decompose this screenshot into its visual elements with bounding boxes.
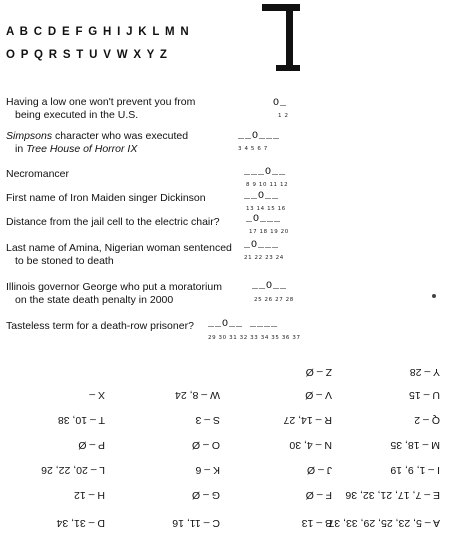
key-entry: K – 6: [195, 464, 220, 476]
clue-text: Simpsons: [6, 130, 53, 142]
clue-text: Illinois governor George who put a moratorium: [6, 281, 222, 293]
answer-blanks: ___O__: [244, 167, 287, 178]
key-entry: B – 13: [301, 517, 332, 529]
key-entry: Y – 28: [409, 366, 440, 378]
gallows-icon: [262, 4, 302, 72]
answer-blanks: __O___: [238, 131, 281, 142]
key-entry: G – Ø: [191, 489, 220, 501]
key-entry: A – 5, 23, 25, 29, 33, 37: [328, 517, 440, 529]
answer-numbers: 8 9 10 11 12: [246, 182, 289, 188]
answer-blanks: O_: [273, 98, 288, 109]
stray-mark: [432, 294, 436, 298]
clue-8: [6, 320, 194, 333]
key-entry: I – 1, 9, 19: [390, 464, 440, 476]
answer-numbers: 21 22 23 24: [244, 255, 284, 261]
key-entry: H – 12: [74, 489, 105, 501]
clue-text: character who was executed: [52, 130, 189, 142]
answer-blanks: __O__: [252, 281, 288, 292]
key-entry: N – 4, 30: [289, 439, 332, 451]
key-entry: P – Ø: [78, 439, 105, 451]
clue-3: [6, 168, 69, 181]
answer-numbers: 25 26 27 28: [254, 297, 294, 303]
clue-1: [6, 96, 195, 121]
key-row: [0, 364, 450, 378]
key-entry: J – Ø: [306, 464, 332, 476]
clue-text: Tree House of Horror IX: [26, 142, 138, 155]
alphabet-line-2: O P Q R S T U V W X Y Z: [6, 49, 169, 61]
clue-7: [6, 281, 222, 306]
answer-key-upside-down: [0, 363, 450, 535]
clue-2: [6, 130, 188, 155]
key-row: [0, 462, 450, 476]
key-entry: Z – Ø: [305, 366, 332, 378]
key-row: [0, 412, 450, 426]
key-row: [0, 387, 450, 401]
key-entry: O – Ø: [191, 439, 220, 451]
key-entry: Q – 2: [414, 414, 440, 426]
clue-text: Tasteless term for a death-row prisoner?: [6, 320, 194, 332]
answer-blanks: __O__: [244, 191, 280, 202]
key-entry: M – 18, 35: [390, 439, 440, 451]
answer-blanks: _O___: [246, 214, 282, 225]
clue-text: being executed in the U.S.: [15, 108, 139, 121]
clue-6: [6, 242, 232, 267]
clue-text: Last name of Amina, Nigerian woman sentenced: [6, 242, 232, 254]
clue-text: in: [15, 142, 27, 155]
clue-4: [6, 192, 206, 205]
alphabet-line-1: A B C D E F G H I J K L M N: [6, 26, 190, 38]
key-entry: E – 7, 17, 21, 32, 36: [345, 489, 440, 501]
key-entry: X –: [89, 389, 105, 401]
answer-numbers: 13 14 15 16: [246, 206, 286, 212]
key-row: [0, 487, 450, 501]
answer-numbers: 1 2: [278, 113, 289, 119]
answer-numbers: 3 4 5 6 7: [238, 146, 268, 152]
clue-text: Distance from the jail cell to the electric chair?: [6, 216, 220, 228]
answer-numbers: 29 30 31 32 33 34 35 36 37: [208, 335, 301, 341]
key-entry: L – 20, 22, 26: [41, 464, 105, 476]
key-entry: C – 11, 16: [172, 517, 220, 529]
key-entry: F – Ø: [305, 489, 332, 501]
key-entry: V – Ø: [305, 389, 332, 401]
answer-numbers: 17 18 19 20: [249, 229, 289, 235]
clue-text: First name of Iron Maiden singer Dickinson: [6, 192, 206, 204]
key-entry: T – 10, 38: [57, 414, 105, 426]
key-entry: R – 14, 27: [283, 414, 332, 426]
key-entry: D – 31, 34: [56, 517, 105, 529]
clue-text: to be stoned to death: [15, 254, 114, 267]
key-entry: U – 15: [409, 389, 440, 401]
answer-blanks: _O___: [244, 240, 280, 251]
clue-text: Having a low one won't prevent you from: [6, 96, 196, 108]
key-entry: S – 3: [195, 414, 220, 426]
clue-text: Necromancer: [6, 168, 70, 180]
key-row: [0, 437, 450, 451]
key-row: [0, 515, 450, 529]
answer-blanks: __O__ ____: [208, 319, 279, 330]
key-entry: W – 8, 24: [175, 389, 220, 401]
clue-text: on the state death penalty in 2000: [15, 293, 174, 306]
clue-5: [6, 216, 220, 229]
